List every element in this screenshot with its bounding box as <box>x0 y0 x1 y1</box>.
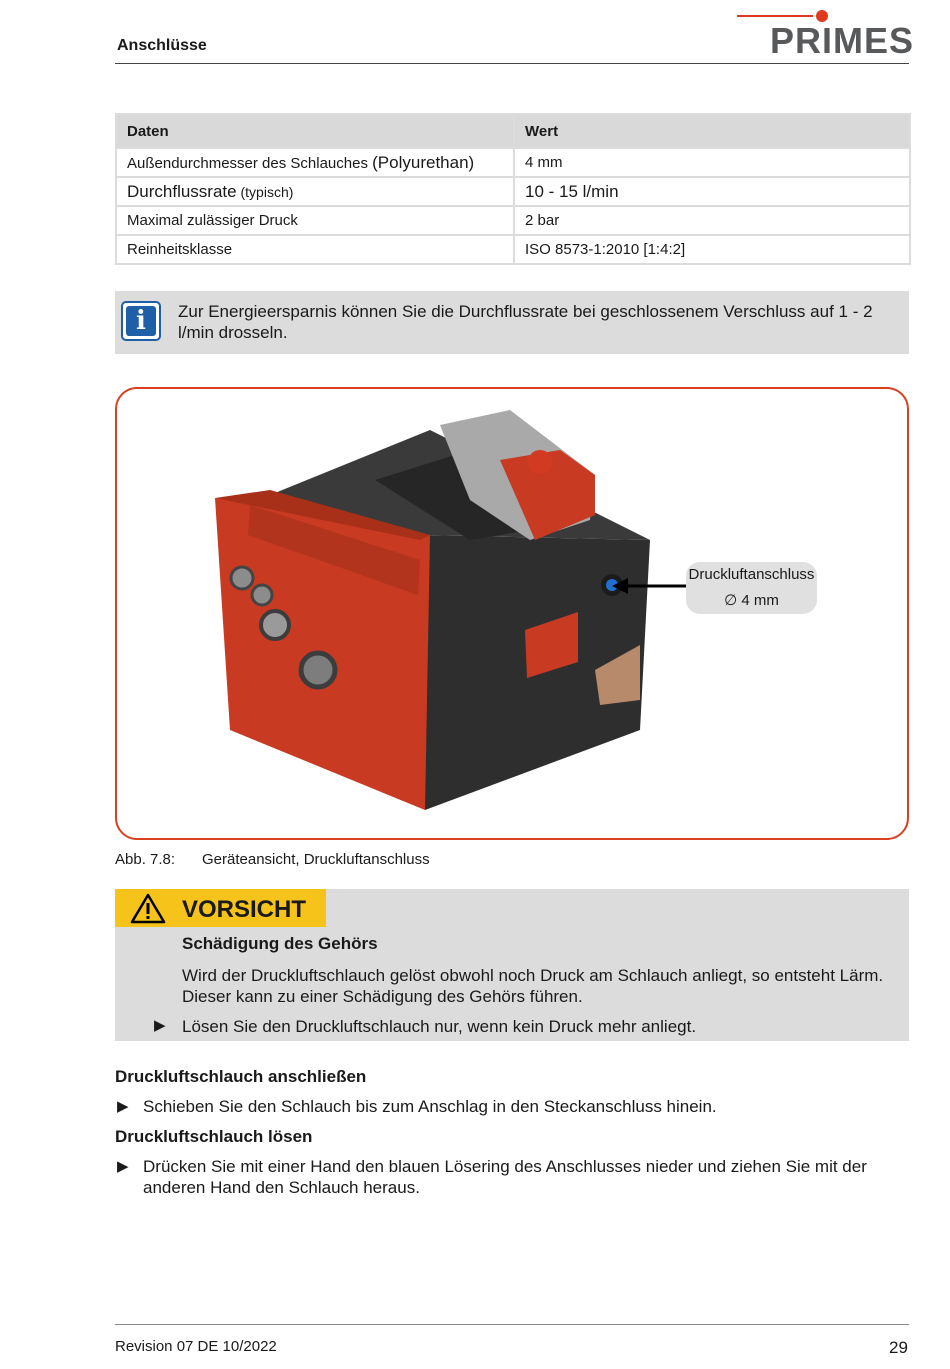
logo-accent-line <box>737 15 813 17</box>
step-connect: Schieben Sie den Schlauch bis zum Anschlag in den Steckanschluss hinein. <box>143 1097 717 1116</box>
table-row <box>116 235 910 264</box>
warning-heading: Schädigung des Gehörs <box>182 934 378 953</box>
figure-caption-text: Geräteansicht, Druckluftanschluss <box>202 851 430 868</box>
row-label-text: Reinheitsklasse <box>127 241 233 258</box>
primes-logo: PRIMES <box>770 20 915 61</box>
table-row <box>116 148 910 177</box>
step-arrow-icon: ▶ <box>117 1158 129 1175</box>
column-header-value: Wert <box>514 114 910 148</box>
section-title: Anschlüsse <box>117 37 207 54</box>
row-value: ISO 8573-1:2010 [1:4:2] <box>514 235 910 264</box>
table-row <box>116 177 910 206</box>
footer-rule <box>115 1324 909 1325</box>
spec-table <box>115 113 911 265</box>
row-label-text: Durchflussrate <box>127 181 237 201</box>
row-value: 2 bar <box>514 206 910 235</box>
section-heading-connect: Druckluftschlauch anschließen <box>115 1067 367 1086</box>
row-label <box>116 206 514 235</box>
step-arrow-icon: ▶ <box>154 1017 166 1034</box>
table-header-row <box>116 114 910 148</box>
warning-signal-word: VORSICHT <box>182 896 307 923</box>
row-label <box>116 177 514 206</box>
callout-arrow <box>610 576 690 596</box>
page-number: 29 <box>889 1338 908 1357</box>
callout-diameter: ∅ 4 mm <box>724 592 779 609</box>
row-label-text: Außendurchmesser des Schlauches <box>127 154 373 172</box>
row-label-extra: (Polyurethan) <box>372 152 475 172</box>
row-value: 4 mm <box>514 148 910 177</box>
warning-triangle-icon <box>130 892 166 924</box>
info-note-text: Zur Energieersparnis können Sie die Durchflussrate bei geschlossenem Verschluss auf 1 - 2 l/min drosseln. <box>178 302 873 342</box>
header-rule <box>115 63 909 64</box>
column-header-data: Daten <box>116 114 514 148</box>
device-photo <box>200 400 660 830</box>
warning-step: Lösen Sie den Druckluftschlauch nur, wenn kein Druck mehr anliegt. <box>182 1017 697 1036</box>
callout-label: Druckluftanschluss <box>688 566 815 583</box>
step-release: Drücken Sie mit einer Hand den blauen Lösering des Anschlusses nieder und ziehen Sie mit der anderen Hand den Schlauch heraus. <box>143 1157 867 1197</box>
step-arrow-icon: ▶ <box>117 1098 129 1115</box>
row-value: 10 - 15 l/min <box>514 177 910 206</box>
table-row <box>116 206 910 235</box>
info-icon: i <box>121 301 161 341</box>
row-label-text: Maximal zulässiger Druck <box>127 212 298 229</box>
figure-caption-number: Abb. 7.8: <box>115 851 176 868</box>
footer-revision: Revision 07 DE 10/2022 <box>115 1338 277 1355</box>
row-label <box>116 148 514 177</box>
warning-body: Wird der Druckluftschlauch gelöst obwohl noch Druck am Schlauch anliegt, so entsteht Lärm. Dieser kann zu einer Schädigung des Gehörs führen. <box>182 966 884 1006</box>
section-heading-release: Druckluftschlauch lösen <box>115 1127 313 1146</box>
row-label <box>116 235 514 264</box>
callout-compressed-air-port <box>686 562 817 614</box>
row-label-extra: (typisch) <box>236 183 294 200</box>
